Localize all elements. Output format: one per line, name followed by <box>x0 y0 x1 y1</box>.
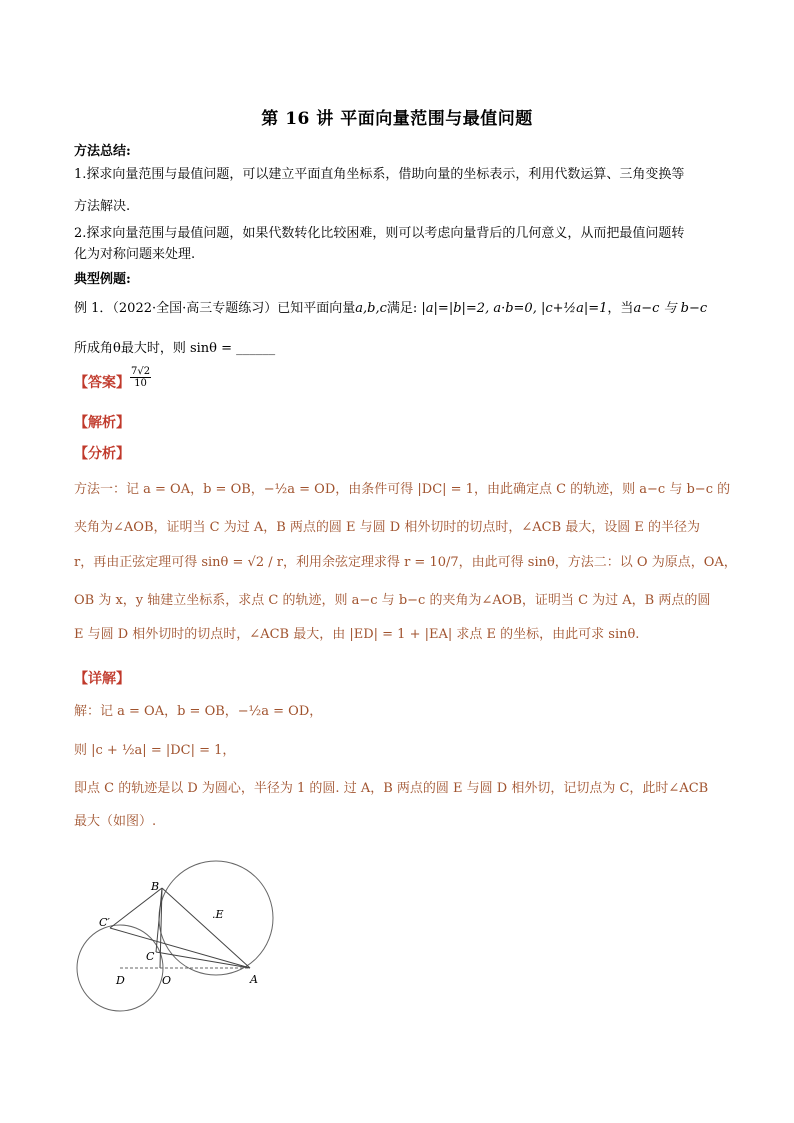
fenxi-line-4: OB 为 x，y 轴建立坐标系，求点 C 的轨迹，则 a−c 与 b−c 的夹角为∠AOB，证明当 C 为过 A，B 两点的圆 <box>74 593 711 608</box>
answer-blank: ______ <box>236 341 276 356</box>
example-1-condition-label: 满足: <box>386 301 418 316</box>
analysis-label: 【解析】 <box>74 415 130 431</box>
method-item-2-line-2: 化为对称问题来处理. <box>74 247 196 262</box>
fenxi-line-5: E 与圆 D 相外切时的切点时，∠ACB 最大，由 |ED| = 1 + |EA| 求点 E 的坐标，由此可求 sinθ. <box>74 627 640 642</box>
method-item-1-line-2: 方法解决. <box>74 199 131 214</box>
answer-numerator: 7√2 <box>131 366 151 377</box>
example-1-angle-vectors: a−c 与 b−c <box>633 301 708 316</box>
detail-line-3: 即点 C 的轨迹是以 D 为圆心，半径为 1 的圆. 过 A，B 两点的圆 E 与圆 D 相外切，记切点为 C，此时∠ACB <box>74 781 709 796</box>
detail-line-2: 则 |c + ½a| = |DC| = 1， <box>74 743 236 758</box>
label-c-prime: C′ <box>99 916 110 929</box>
label-o: O <box>162 974 172 987</box>
label-a: A <box>250 973 258 986</box>
answer-denominator: 10 <box>134 378 147 389</box>
fenxi-line-3: r，再由正弦定理可得 sinθ = √2 / r，利用余弦定理求得 r = 10/7，由此可得 sinθ，方法二：以 O 为原点，OA， <box>74 555 737 570</box>
answer-fraction <box>130 366 151 389</box>
examples-heading: 典型例题: <box>74 272 131 287</box>
label-e: .E <box>212 908 224 921</box>
answer-value <box>130 366 151 389</box>
fenxi-line-2: 夹角为∠AOB，证明当 C 为过 A，B 两点的圆 E 与圆 D 相外切时的切点时，∠ACB 最大，设圆 E 的半径为 <box>74 520 701 535</box>
example-1-when: ，当 <box>607 301 634 316</box>
page-title: 第 16 讲 平面向量范围与最值问题 <box>261 109 533 129</box>
example-1-question: 所成角θ最大时，则 sinθ = <box>74 341 233 356</box>
method-item-1-line-1: 1.探求向量范围与最值问题，可以建立平面直角坐标系，借助向量的坐标表示，利用代数运算、三角变换等 <box>74 167 685 182</box>
detail-label: 【详解】 <box>74 671 130 687</box>
detail-line-1: 解：记 a = OA，b = OB，−½a = OD， <box>74 704 323 719</box>
example-1-vectors: a,b,c <box>355 301 387 316</box>
method-item-2-line-1: 2.探求向量范围与最值问题，如果代数转化比较困难，则可以考虑向量背后的几何意义，从而把最值问题转 <box>74 226 685 241</box>
example-1-condition: |a|=|b|=2, a·b=0, |c+½a|=1 <box>421 301 608 316</box>
label-c: C <box>146 950 155 963</box>
example-1-prefix: 例 1．（2022·全国·高三专题练习）已知平面向量 <box>74 301 356 316</box>
method-summary-heading: 方法总结: <box>74 144 131 159</box>
fenxi-line-1: 方法一：记 a = OA，b = OB，−½a = OD，由条件可得 |DC| = 1，由此确定点 C 的轨迹，则 a−c 与 b−c 的 <box>74 482 731 497</box>
fenxi-label: 【分析】 <box>74 446 130 462</box>
example-1-line-2 <box>74 342 275 355</box>
detail-line-4: 最大（如图）. <box>74 814 157 829</box>
example-1-line-1 <box>74 302 707 315</box>
label-d: D <box>116 974 125 987</box>
label-b: B <box>151 880 160 893</box>
answer-label: 【答案】 <box>74 375 130 391</box>
segment-ba <box>162 888 250 968</box>
segment-bc-prime <box>110 888 162 928</box>
geometry-figure <box>70 860 290 1020</box>
